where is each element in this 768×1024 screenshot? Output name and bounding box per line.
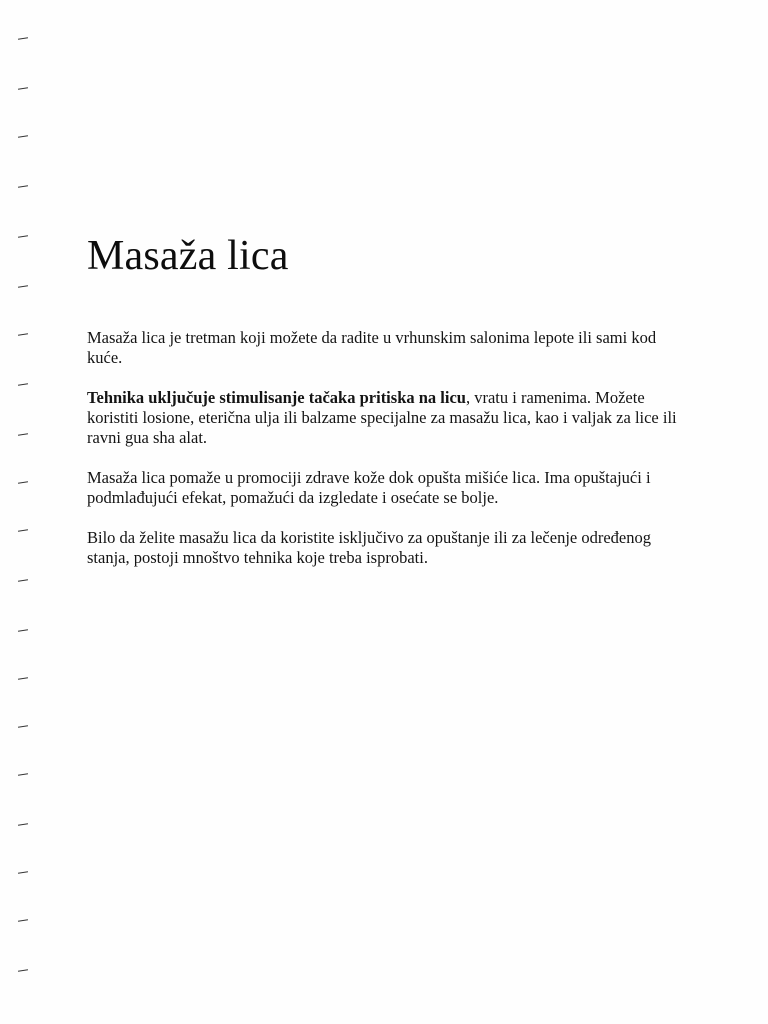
paragraph [87, 328, 677, 368]
binding-mark [18, 919, 28, 921]
document-title: Masaža lica [87, 233, 289, 279]
binding-mark [18, 677, 28, 679]
binding-mark [18, 235, 28, 237]
binding-mark [18, 433, 28, 435]
binding-hole-marks [14, 0, 34, 1024]
binding-mark [18, 529, 28, 531]
paragraph [87, 528, 677, 568]
binding-mark [18, 481, 28, 483]
binding-mark [18, 823, 28, 825]
binding-mark [18, 871, 28, 873]
paragraph-text: Masaža lica je tretman koji možete da radite u vrhunskim salonima lepote ili sami kod kuće. [87, 328, 657, 367]
binding-mark [18, 969, 28, 971]
document-body [87, 328, 677, 588]
binding-mark [18, 629, 28, 631]
paragraph-text: Masaža lica pomaže u promociji zdrave kože dok opušta mišiće lica. Ima opuštajući i podmlađujući efekat, pomažući da izgledate i osećate se bolje. [87, 468, 651, 507]
binding-mark [18, 333, 28, 335]
binding-mark [18, 383, 28, 385]
paragraph [87, 388, 677, 448]
paragraph-text: , vratu i ramenima. Možete koristiti losione, eterična ulja ili balzame specijalne za masažu lica, kao i valjak za lice ili ravni gua sha alat. [87, 388, 677, 447]
binding-mark [18, 725, 28, 727]
binding-mark [18, 135, 28, 137]
binding-mark [18, 87, 28, 89]
paragraph [87, 468, 677, 508]
paragraph-bold-text: Tehnika uključuje stimulisanje tačaka pritiska na licu [87, 388, 466, 407]
binding-mark [18, 579, 28, 581]
binding-mark [18, 185, 28, 187]
binding-mark [18, 773, 28, 775]
binding-mark [18, 285, 28, 287]
paragraph-text: Bilo da želite masažu lica da koristite isključivo za opuštanje ili za lečenje određenog stanja, postoji mnoštvo tehnika koje treba isprobati. [87, 528, 652, 567]
binding-mark [18, 37, 28, 39]
